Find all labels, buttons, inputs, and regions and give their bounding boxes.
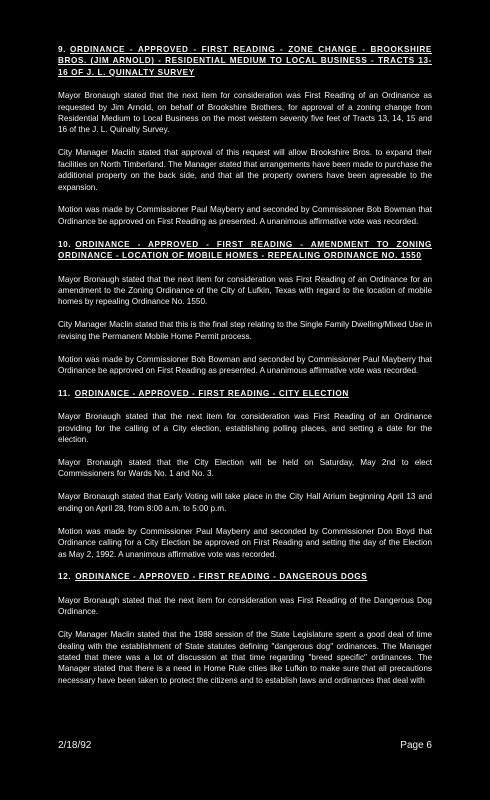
paragraph: Mayor Bronaugh stated that the City Election will be held on Saturday, May 2nd to elect Commissioners for Wards No. 1 and No. 3.: [58, 458, 432, 479]
section-number: 12.: [58, 572, 72, 582]
agenda-item-11: [58, 388, 432, 560]
paragraph: City Manager Maclin stated that approval of this request will allow Brookshire Bros. to expand their facilities on North Timberland. The Manager stated that arrangements have been made to purchase the additional property on the back side, and that all the property owners have been agreeable to the expansion.: [58, 148, 432, 192]
paragraph: Mayor Bronaugh stated that the next item for consideration was First Reading of an Ordinance providing for the calling of a City election, establishing polling places, and setting a date for the election.: [58, 412, 432, 445]
footer-date: 2/18/92: [58, 740, 92, 751]
section-title: ORDINANCE - APPROVED - FIRST READING - ZONE CHANGE - BROOKSHIRE BROS. (JIM ARNOLD) - RESIDENTIAL MEDIUM TO LOCAL BUSINESS - TRACTS 13-16 OF J. L. QUINALTY SURVEY: [58, 45, 432, 77]
paragraph: Mayor Bronaugh stated that the next item for consideration was First Reading of the Dangerous Dog Ordinance.: [58, 595, 432, 617]
paragraph: Motion was made by Commissioner Bob Bowman and seconded by Commissioner Paul Mayberry that Ordinance be approved on First Reading as presented. A unanimous affirmative vote was recorded.: [58, 354, 432, 376]
section-heading: [58, 44, 432, 78]
section-heading: [58, 388, 432, 399]
paragraph: Mayor Bronaugh stated that the next item for consideration was First Reading of an Ordinance as requested by Jim Arnold, on behalf of Brookshire Brothers, for approval of a zoning change from Residential Medium to Local Business on the most western seventy five feet of Tracts 13, 14, 15 and 16 of the J. L. Quinalty Survey.: [58, 91, 432, 135]
page-number: Page 6: [400, 740, 432, 751]
agenda-item-10: [58, 239, 432, 377]
paragraph: Motion was made by Commissioner Paul Mayberry and seconded by Commissioner Don Boyd that Ordinance calling for a City Election be approved on First Reading and setting the day of the Election as May 2, 1992. A unanimous affirmative vote was recorded.: [58, 526, 432, 559]
section-title: ORDINANCE - APPROVED - FIRST READING - AMENDMENT TO ZONING ORDINANCE - LOCATION OF MOBILE HOMES - REPEALING ORDINANCE NO. 1550: [58, 239, 432, 261]
page-footer: [58, 740, 432, 751]
agenda-item-9: [58, 44, 432, 227]
section-heading: [58, 239, 432, 262]
section-heading: [58, 571, 432, 582]
section-number: 11.: [58, 388, 71, 398]
section-title: ORDINANCE - APPROVED - FIRST READING - CITY ELECTION: [74, 388, 349, 398]
agenda-item-12: [58, 571, 432, 686]
paragraph: City Manager Maclin stated that the 1988 session of the State Legislature spent a good deal of time dealing with the establishment of State statutes defining "dangerous dog" ordinances. The Manager stated that there was a lot of discussion at that time regarding "breed specific" ordinances. The Manager stated that there is a need in Home Rule cities like Lufkin to make sure that all precautions necessary have been taken to protect the citizens and to establish laws and ordinances that deal with: [58, 630, 432, 685]
paragraph: Mayor Bronaugh stated that the next item for consideration was First Reading of an Ordinance for an amendment to the Zoning Ordinance of the City of Lufkin, Texas with regard to the location of mobile homes by repealing Ordinance No. 1550.: [58, 274, 432, 307]
paragraph: Mayor Bronaugh stated that Early Voting will take place in the City Hall Atrium beginning April 13 and ending on April 28, from 8:00 a.m. to 5:00 p.m.: [58, 492, 432, 513]
section-number: 10.: [58, 239, 72, 249]
paragraph: City Manager Maclin stated that this is the final step relating to the Single Family Dwelling/Mixed Use in revising the Permanent Mobile Home Permit process.: [58, 320, 432, 341]
section-title: ORDINANCE - APPROVED - FIRST READING - DANGEROUS DOGS: [75, 572, 368, 582]
minutes-page: [58, 44, 432, 698]
section-number: 9.: [58, 45, 67, 54]
paragraph: Motion was made by Commissioner Paul Mayberry and seconded by Commissioner Bob Bowman that Ordinance be approved on First Reading as presented. A unanimous affirmative vote was recorded.: [58, 205, 432, 226]
